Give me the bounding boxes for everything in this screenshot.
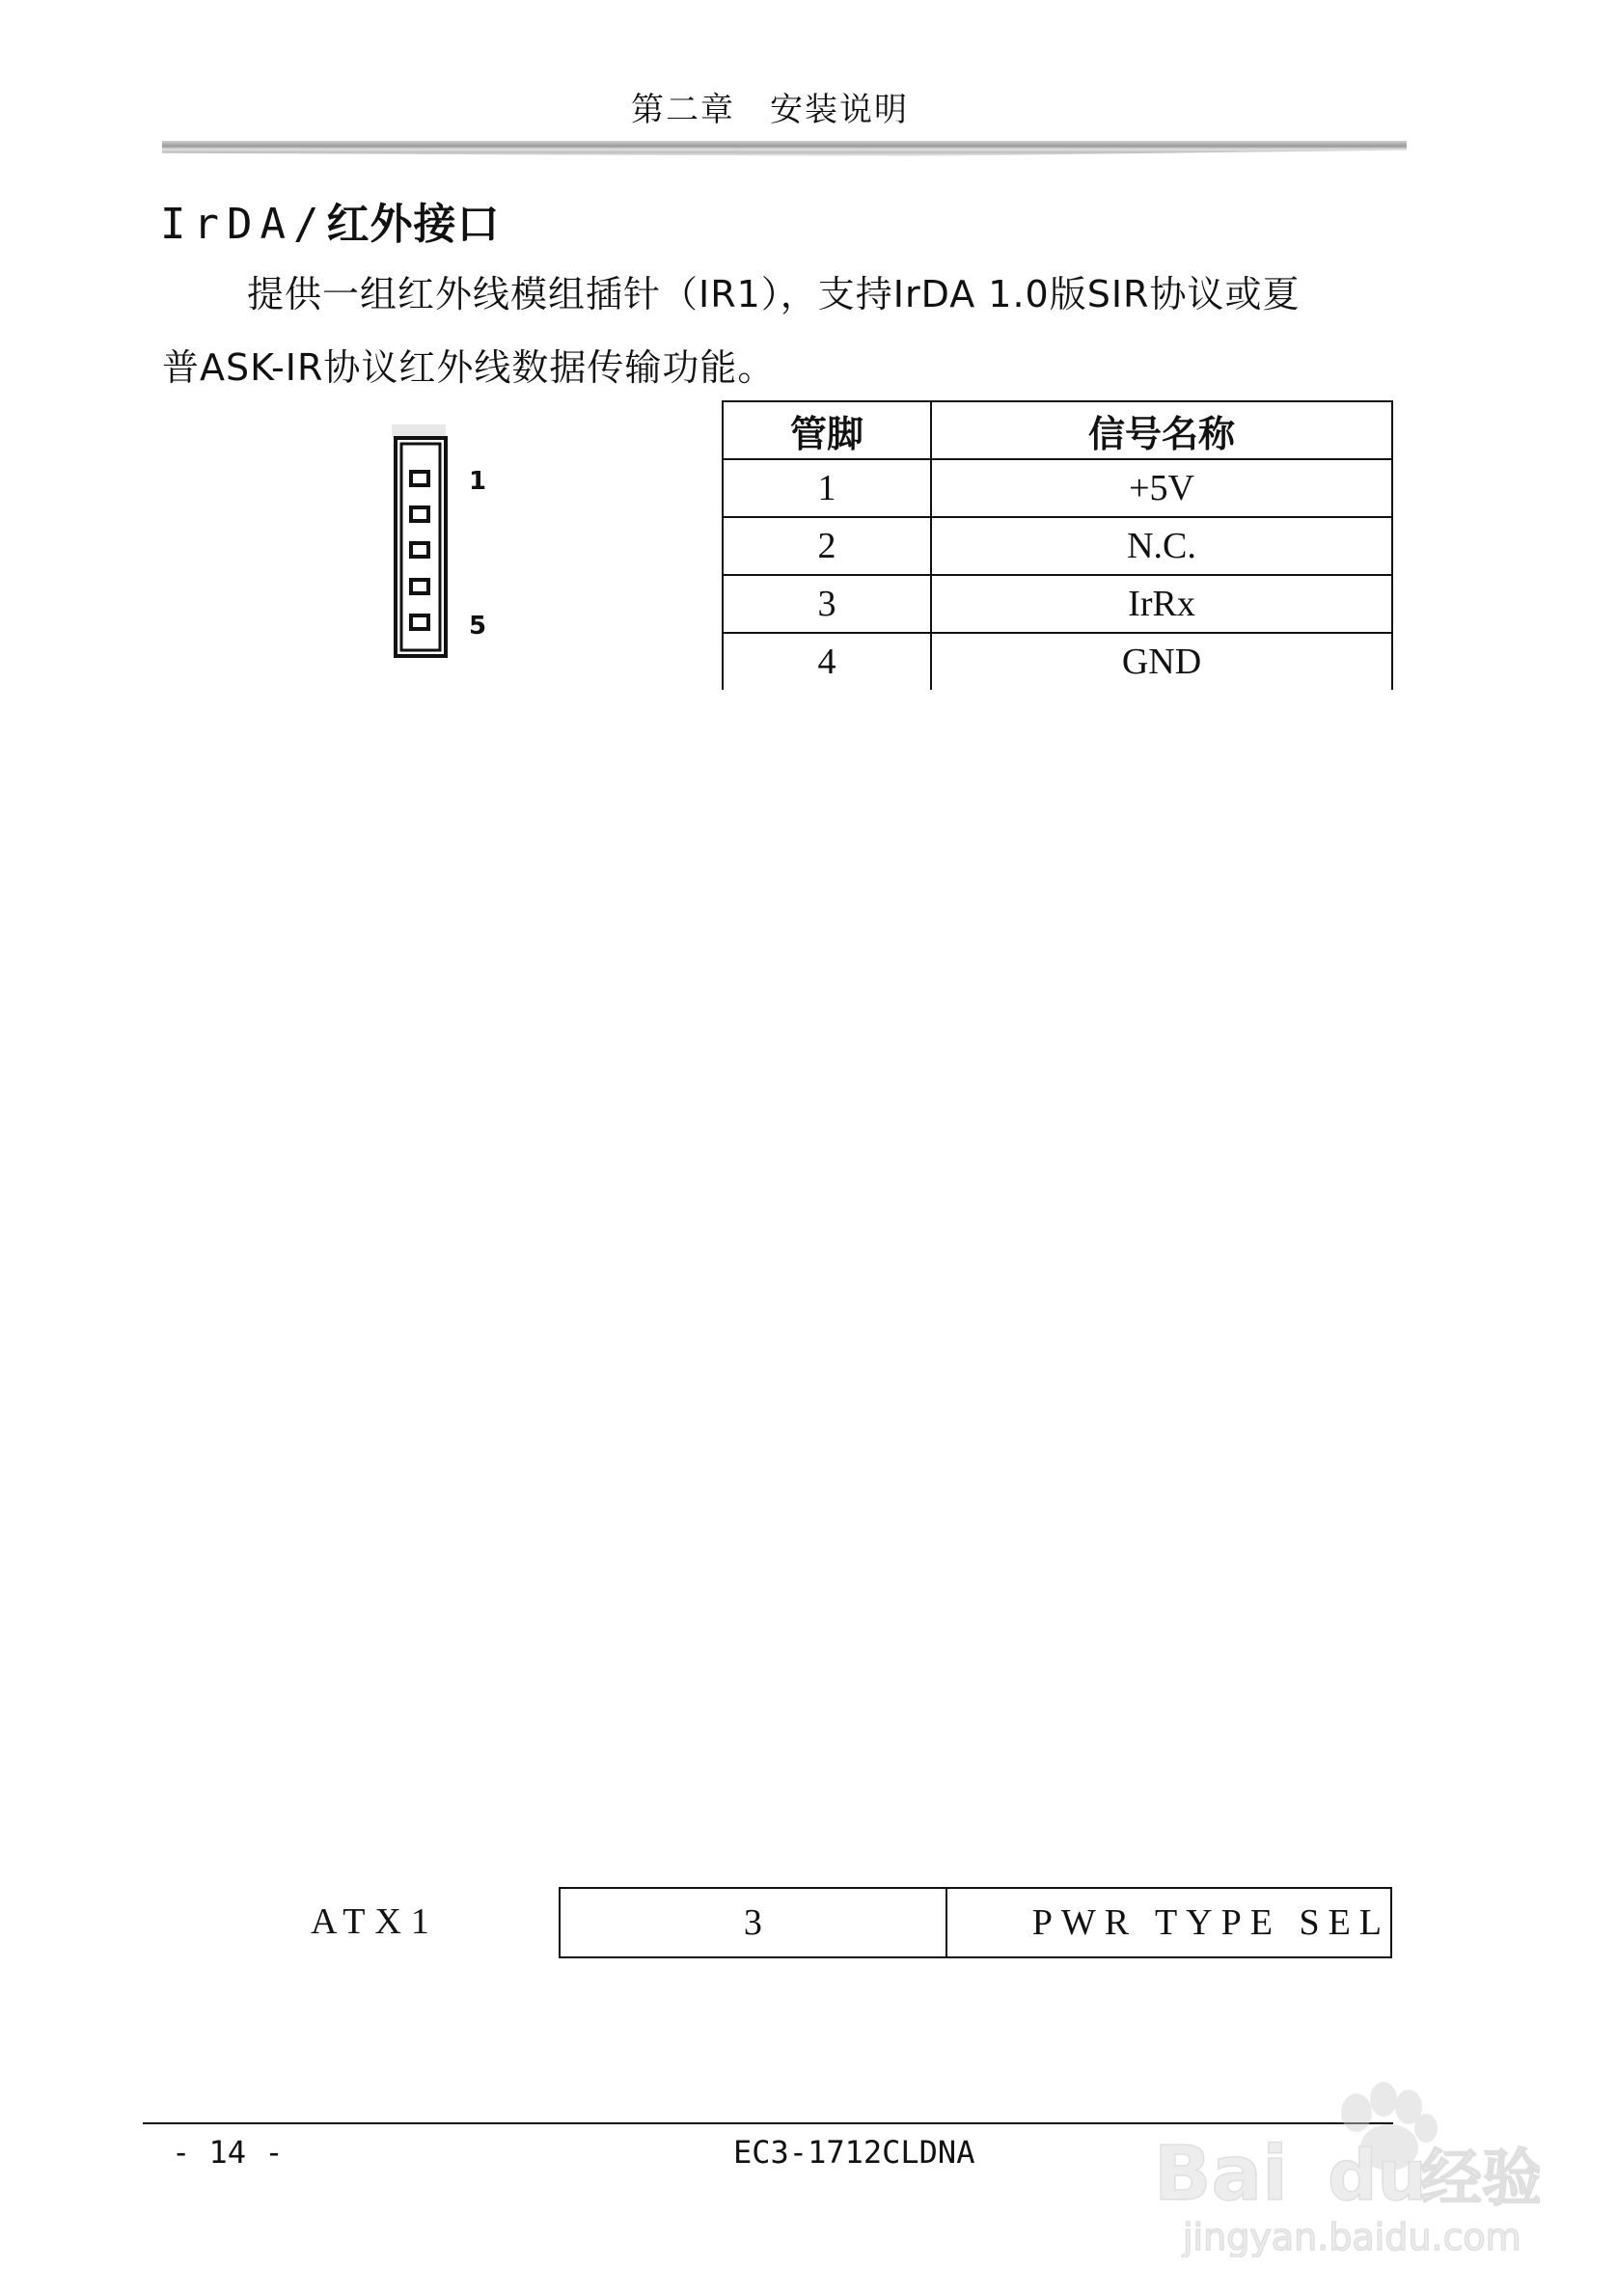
header-pin: 管脚 <box>723 401 931 459</box>
atx-pin: 3 <box>561 1889 947 1956</box>
watermark-brand-cn: 经验 <box>1420 2144 1540 2215</box>
signal-name: +5V <box>931 459 1392 517</box>
description-line-2: 普ASK-IR协议红外线数据传输功能。 <box>162 346 776 389</box>
page-number: - 14 - <box>172 2134 284 2171</box>
watermark-url: jingyan.baidu.com <box>1183 2216 1521 2257</box>
section-title-latin: IrDA/ <box>160 200 327 249</box>
description-line-1: 提供一组红外线模组插针（IR1），支持IrDA 1.0版SIR协议或夏 <box>247 273 1301 315</box>
pin-number: 2 <box>723 517 931 575</box>
table-row <box>723 575 1392 633</box>
model-number: EC3-1712CLDNA <box>733 2134 975 2171</box>
atx-label: ATX1 <box>311 1901 439 1942</box>
atx-signal: PWR TYPE SEL <box>1031 1902 1390 1943</box>
baidu-watermark <box>1154 2064 1540 2257</box>
section-title <box>160 189 500 251</box>
header-divider <box>162 141 1407 156</box>
chapter-header: 第二章 安装说明 <box>631 91 909 129</box>
pin-signal-table <box>722 400 1393 690</box>
pin-squares <box>411 472 428 629</box>
pin-number: 4 <box>723 633 931 690</box>
table-row <box>723 517 1392 575</box>
svg-text:du: du <box>1328 2135 1427 2216</box>
table-row <box>723 459 1392 517</box>
pin-number: 3 <box>723 575 931 633</box>
signal-name: GND <box>931 633 1392 690</box>
signal-name: IrRx <box>931 575 1392 633</box>
pin-number: 1 <box>723 459 931 517</box>
header-signal-name: 信号名称 <box>931 401 1392 459</box>
section-title-cn: 红外接口 <box>326 200 501 249</box>
watermark-brand: Bai <box>1154 2131 1288 2218</box>
signal-name: N.C. <box>931 517 1392 575</box>
table-header-row <box>723 401 1392 459</box>
pin-1-label: 1 <box>469 467 487 496</box>
table-row <box>723 633 1392 690</box>
pin-5-label: 5 <box>469 612 487 641</box>
atx-row-box <box>559 1887 1392 1958</box>
